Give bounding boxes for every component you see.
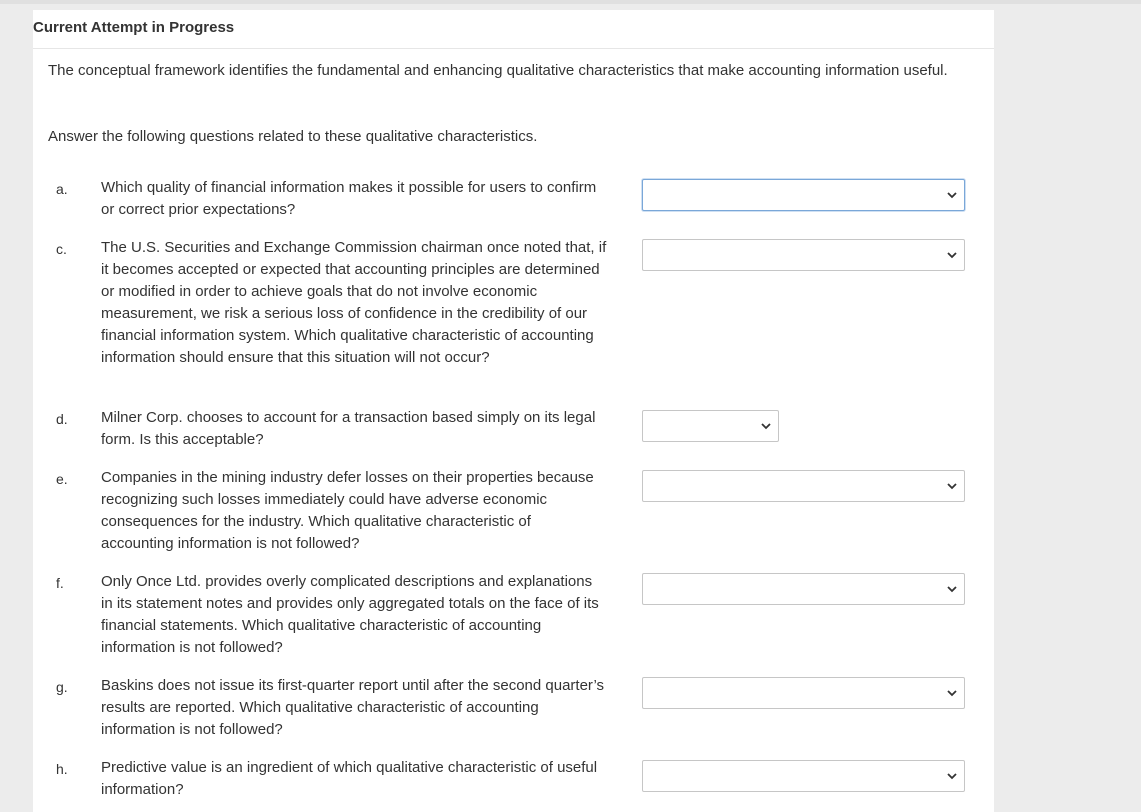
- intro-text: The conceptual framework identifies the fundamental and enhancing qualitative characteristics that make accounting information useful.: [48, 62, 948, 79]
- chevron-down-icon: [947, 481, 957, 491]
- chevron-down-icon: [947, 688, 957, 698]
- answer-dropdown-f[interactable]: [642, 573, 965, 605]
- question-letter-f: f.: [56, 575, 64, 591]
- question-card: [33, 10, 994, 812]
- chevron-down-icon: [947, 584, 957, 594]
- chevron-down-icon: [947, 250, 957, 260]
- question-letter-h: h.: [56, 761, 68, 777]
- question-text-a: Which quality of financial information makes it possible for users to confirm or correct prior expectations?: [101, 179, 597, 218]
- question-letter-d: d.: [56, 411, 68, 427]
- question-text-f: Only Once Ltd. provides overly complicated descriptions and explanations in its statement notes and provides only aggregated totals on the face of its financial statements. Which qualitative characteristic of accounting information is not followed?: [101, 573, 599, 656]
- chevron-down-icon: [761, 421, 771, 431]
- chevron-down-icon: [947, 190, 957, 200]
- question-text-e: Companies in the mining industry defer losses on their properties because recognizing such losses immediately could have adverse economic consequences for the industry. Which qualitative characteristic of accounting information is not followed?: [101, 469, 594, 552]
- question-letter-g: g.: [56, 679, 68, 695]
- question-letter-e: e.: [56, 471, 68, 487]
- question-text-d: Milner Corp. chooses to account for a transaction based simply on its legal form. Is this acceptable?: [101, 409, 596, 448]
- answer-dropdown-e[interactable]: [642, 470, 965, 502]
- question-text-c: The U.S. Securities and Exchange Commission chairman once noted that, if it becomes accepted or expected that accounting principles are determined or modified in order to achieve goals that do not involve economic measurement, we risk a serious loss of confidence in the credibility of our financial information system. Which qualitative characteristic of accounting information should ensure that this situation will not occur?: [101, 239, 607, 366]
- answer-dropdown-a[interactable]: [642, 179, 965, 211]
- question-text-g: Baskins does not issue its first-quarter report until after the second quarter’s results are reported. Which qualitative characteristic of accounting information is not followed?: [101, 677, 605, 738]
- page-title: Current Attempt in Progress: [33, 10, 994, 49]
- question-letter-c: c.: [56, 241, 67, 257]
- answer-dropdown-g[interactable]: [642, 677, 965, 709]
- chevron-down-icon: [947, 771, 957, 781]
- top-strip: [0, 0, 1141, 4]
- answer-dropdown-d[interactable]: [642, 410, 779, 442]
- question-letter-a: a.: [56, 181, 68, 197]
- question-text-h: Predictive value is an ingredient of which qualitative characteristic of useful information?: [101, 759, 598, 798]
- instruction-text: Answer the following questions related to these qualitative characteristics.: [48, 128, 538, 145]
- answer-dropdown-h[interactable]: [642, 760, 965, 792]
- answer-dropdown-c[interactable]: [642, 239, 965, 271]
